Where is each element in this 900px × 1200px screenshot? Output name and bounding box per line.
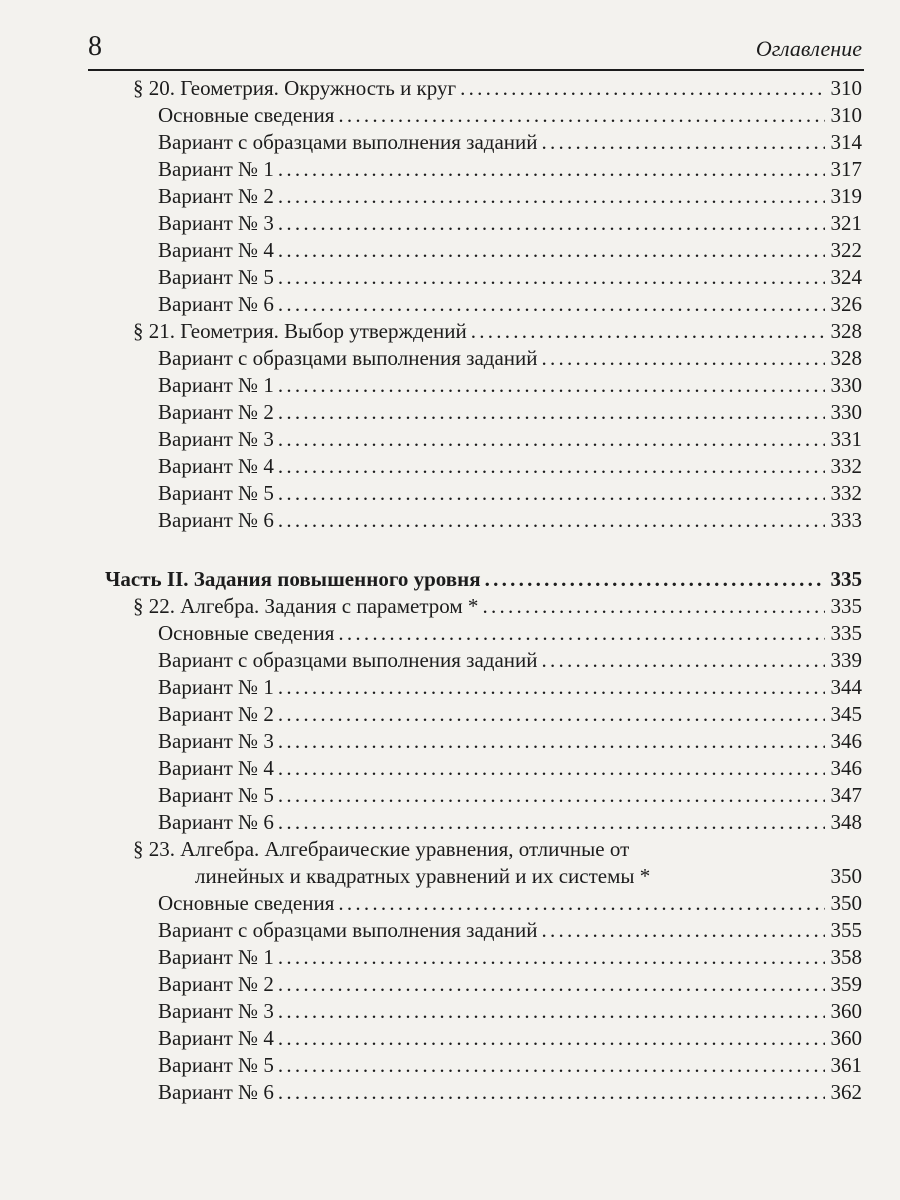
toc-entry-label: Вариант № 2 bbox=[158, 972, 274, 996]
toc-entry-page: 328 bbox=[830, 319, 862, 343]
toc-entry-page: 347 bbox=[830, 783, 862, 807]
toc-entry[interactable] bbox=[158, 210, 862, 237]
toc-entry-label: Вариант с образцами выполнения заданий bbox=[158, 346, 538, 370]
toc-entry-label: Основные сведения bbox=[158, 621, 335, 645]
toc-entry-page: 348 bbox=[830, 810, 862, 834]
dot-leader bbox=[278, 399, 825, 426]
toc-entry[interactable] bbox=[158, 674, 862, 701]
toc-entry[interactable] bbox=[158, 647, 862, 674]
toc-entry-label: § 22. Алгебра. Задания с параметром * bbox=[133, 594, 479, 618]
page-number: 8 bbox=[88, 31, 102, 62]
toc-entry-label: Вариант № 6 bbox=[158, 1080, 274, 1104]
toc-entry-label: линейных и квадратных уравнений и их системы * bbox=[195, 864, 651, 888]
toc-entry[interactable] bbox=[158, 755, 862, 782]
dot-leader bbox=[278, 507, 825, 534]
toc-entry-label: § 21. Геометрия. Выбор утверждений bbox=[133, 319, 467, 343]
dot-leader bbox=[278, 372, 825, 399]
toc-entry-page: 333 bbox=[830, 508, 862, 532]
toc-entry-page: 350 bbox=[830, 864, 862, 888]
toc-entry-page: 344 bbox=[830, 675, 862, 699]
dot-leader bbox=[278, 809, 825, 836]
toc-entry-page: 360 bbox=[830, 1026, 862, 1050]
toc-section-20[interactable] bbox=[133, 75, 862, 102]
toc-entry-label: § 20. Геометрия. Окружность и круг bbox=[133, 76, 457, 100]
dot-leader bbox=[278, 782, 825, 809]
toc-entry[interactable] bbox=[158, 372, 862, 399]
toc-entry-label: Вариант с образцами выполнения заданий bbox=[158, 648, 538, 672]
toc-entry-page: 314 bbox=[830, 130, 862, 154]
toc-entry-page: 355 bbox=[830, 918, 862, 942]
toc-entry[interactable] bbox=[158, 291, 862, 318]
toc-entry[interactable] bbox=[158, 156, 862, 183]
toc-entry[interactable] bbox=[158, 129, 862, 156]
toc-entry[interactable] bbox=[158, 480, 862, 507]
toc-entry[interactable] bbox=[158, 1052, 862, 1079]
toc-entry-label: Вариант № 5 bbox=[158, 265, 274, 289]
dot-leader bbox=[542, 647, 825, 674]
toc-entry[interactable] bbox=[158, 345, 862, 372]
toc-entry-label: Вариант № 1 bbox=[158, 157, 274, 181]
toc-section-23[interactable] bbox=[195, 863, 862, 890]
toc-entry-label: Вариант с образцами выполнения заданий bbox=[158, 130, 538, 154]
toc-entry[interactable] bbox=[158, 971, 862, 998]
toc-entry[interactable] bbox=[158, 782, 862, 809]
toc-entry-page: 317 bbox=[830, 157, 862, 181]
toc-entry-page: 310 bbox=[830, 103, 862, 127]
dot-leader bbox=[482, 593, 824, 620]
toc-entry-label: Вариант № 1 bbox=[158, 945, 274, 969]
dot-leader bbox=[460, 75, 824, 102]
toc-entry-page: 362 bbox=[830, 1080, 862, 1104]
toc-entry-label: Вариант № 6 bbox=[158, 508, 274, 532]
dot-leader bbox=[278, 156, 825, 183]
dot-leader bbox=[278, 755, 825, 782]
toc-entry-label: Вариант № 4 bbox=[158, 1026, 274, 1050]
toc-entry-label: Вариант № 2 bbox=[158, 702, 274, 726]
toc-entry-label: Вариант № 3 bbox=[158, 729, 274, 753]
toc-entry-page: 346 bbox=[830, 756, 862, 780]
toc-entry-label: Вариант № 1 bbox=[158, 373, 274, 397]
dot-leader bbox=[278, 291, 825, 318]
toc-entry[interactable] bbox=[158, 237, 862, 264]
toc-entry-label: Вариант № 5 bbox=[158, 783, 274, 807]
toc-entry-page: 345 bbox=[830, 702, 862, 726]
toc-entry-page: 326 bbox=[830, 292, 862, 316]
toc-entry[interactable] bbox=[158, 102, 862, 129]
dot-leader bbox=[278, 701, 825, 728]
toc-entry[interactable] bbox=[158, 917, 862, 944]
dot-leader bbox=[278, 183, 825, 210]
dot-leader bbox=[338, 890, 824, 917]
toc-entry-label: Вариант № 5 bbox=[158, 1053, 274, 1077]
toc-section-21[interactable] bbox=[133, 318, 862, 345]
toc-entry[interactable] bbox=[158, 944, 862, 971]
dot-leader bbox=[542, 345, 825, 372]
toc-entry-page: 335 bbox=[830, 594, 862, 618]
dot-leader bbox=[278, 1052, 825, 1079]
toc-entry[interactable] bbox=[158, 701, 862, 728]
toc-entry[interactable] bbox=[158, 507, 862, 534]
toc-entry-page: 332 bbox=[830, 454, 862, 478]
toc-entry-label: Вариант № 5 bbox=[158, 481, 274, 505]
toc-entry-page: 330 bbox=[830, 400, 862, 424]
toc-entry-page: 330 bbox=[830, 373, 862, 397]
dot-leader bbox=[278, 237, 825, 264]
toc-entry-label: Вариант № 3 bbox=[158, 211, 274, 235]
toc-entry-label: Вариант № 3 bbox=[158, 999, 274, 1023]
dot-leader bbox=[278, 210, 825, 237]
dot-leader bbox=[278, 944, 825, 971]
toc-section-23-title-line1[interactable]: § 23. Алгебра. Алгебраические уравнения, отличные от bbox=[133, 837, 630, 861]
toc-entry-page: 321 bbox=[830, 211, 862, 235]
dot-leader bbox=[485, 566, 825, 593]
toc-entry-label: Вариант № 3 bbox=[158, 427, 274, 451]
toc-entry[interactable] bbox=[158, 620, 862, 647]
toc-entry-page: 339 bbox=[830, 648, 862, 672]
toc-entry-label: Основные сведения bbox=[158, 891, 335, 915]
toc-entry-page: 319 bbox=[830, 184, 862, 208]
toc-entry-label: Вариант с образцами выполнения заданий bbox=[158, 918, 538, 942]
dot-leader bbox=[338, 102, 824, 129]
dot-leader bbox=[278, 971, 825, 998]
toc-entry-label: Вариант № 4 bbox=[158, 756, 274, 780]
dot-leader bbox=[278, 1079, 825, 1106]
toc-entry-page: 346 bbox=[830, 729, 862, 753]
dot-leader bbox=[278, 264, 825, 291]
page-header bbox=[88, 30, 864, 64]
toc-part-2[interactable] bbox=[105, 566, 862, 593]
toc-entry-page: 310 bbox=[830, 76, 862, 100]
toc-section-22[interactable] bbox=[133, 593, 862, 620]
toc-entry-page: 360 bbox=[830, 999, 862, 1023]
toc-entry-page: 358 bbox=[830, 945, 862, 969]
dot-leader bbox=[278, 480, 825, 507]
toc-entry-page: 359 bbox=[830, 972, 862, 996]
toc-entry-label: Вариант № 6 bbox=[158, 810, 274, 834]
toc-entry-page: 335 bbox=[830, 567, 862, 591]
toc-entry[interactable] bbox=[158, 1025, 862, 1052]
toc-entry[interactable] bbox=[158, 453, 862, 480]
toc-entry[interactable] bbox=[158, 426, 862, 453]
toc-entry[interactable] bbox=[158, 890, 862, 917]
toc-entry-page: 361 bbox=[830, 1053, 862, 1077]
toc-entry[interactable] bbox=[158, 998, 862, 1025]
toc-entry-label: Вариант № 2 bbox=[158, 184, 274, 208]
toc-entry-page: 324 bbox=[830, 265, 862, 289]
toc-entry-page: 328 bbox=[830, 346, 862, 370]
dot-leader bbox=[338, 620, 824, 647]
dot-leader bbox=[278, 453, 825, 480]
dot-leader bbox=[278, 998, 825, 1025]
toc-entry[interactable] bbox=[158, 399, 862, 426]
toc-entry-label: Основные сведения bbox=[158, 103, 335, 127]
dot-leader bbox=[278, 674, 825, 701]
toc-entry-page: 331 bbox=[830, 427, 862, 451]
toc-entry[interactable] bbox=[158, 728, 862, 755]
dot-leader bbox=[278, 728, 825, 755]
toc-entry-page: 322 bbox=[830, 238, 862, 262]
toc-entry[interactable] bbox=[158, 264, 862, 291]
toc-entry-label: Часть II. Задания повышенного уровня bbox=[105, 567, 481, 591]
toc-entry-page: 332 bbox=[830, 481, 862, 505]
toc-entry-label: Вариант № 4 bbox=[158, 238, 274, 262]
running-title: Оглавление bbox=[755, 36, 862, 61]
toc-entry[interactable] bbox=[158, 1079, 862, 1106]
dot-leader bbox=[542, 129, 825, 156]
header-rule bbox=[88, 69, 864, 71]
dot-leader bbox=[278, 426, 825, 453]
dot-leader bbox=[471, 318, 825, 345]
dot-leader bbox=[542, 917, 825, 944]
toc-entry-label: Вариант № 4 bbox=[158, 454, 274, 478]
toc-entry-page: 335 bbox=[830, 621, 862, 645]
toc-entry-label: Вариант № 1 bbox=[158, 675, 274, 699]
toc-entry-label: Вариант № 6 bbox=[158, 292, 274, 316]
toc-entry[interactable] bbox=[158, 809, 862, 836]
toc-entry-page: 350 bbox=[830, 891, 862, 915]
toc-entry-label: Вариант № 2 bbox=[158, 400, 274, 424]
toc-entry[interactable] bbox=[158, 183, 862, 210]
dot-leader bbox=[278, 1025, 825, 1052]
